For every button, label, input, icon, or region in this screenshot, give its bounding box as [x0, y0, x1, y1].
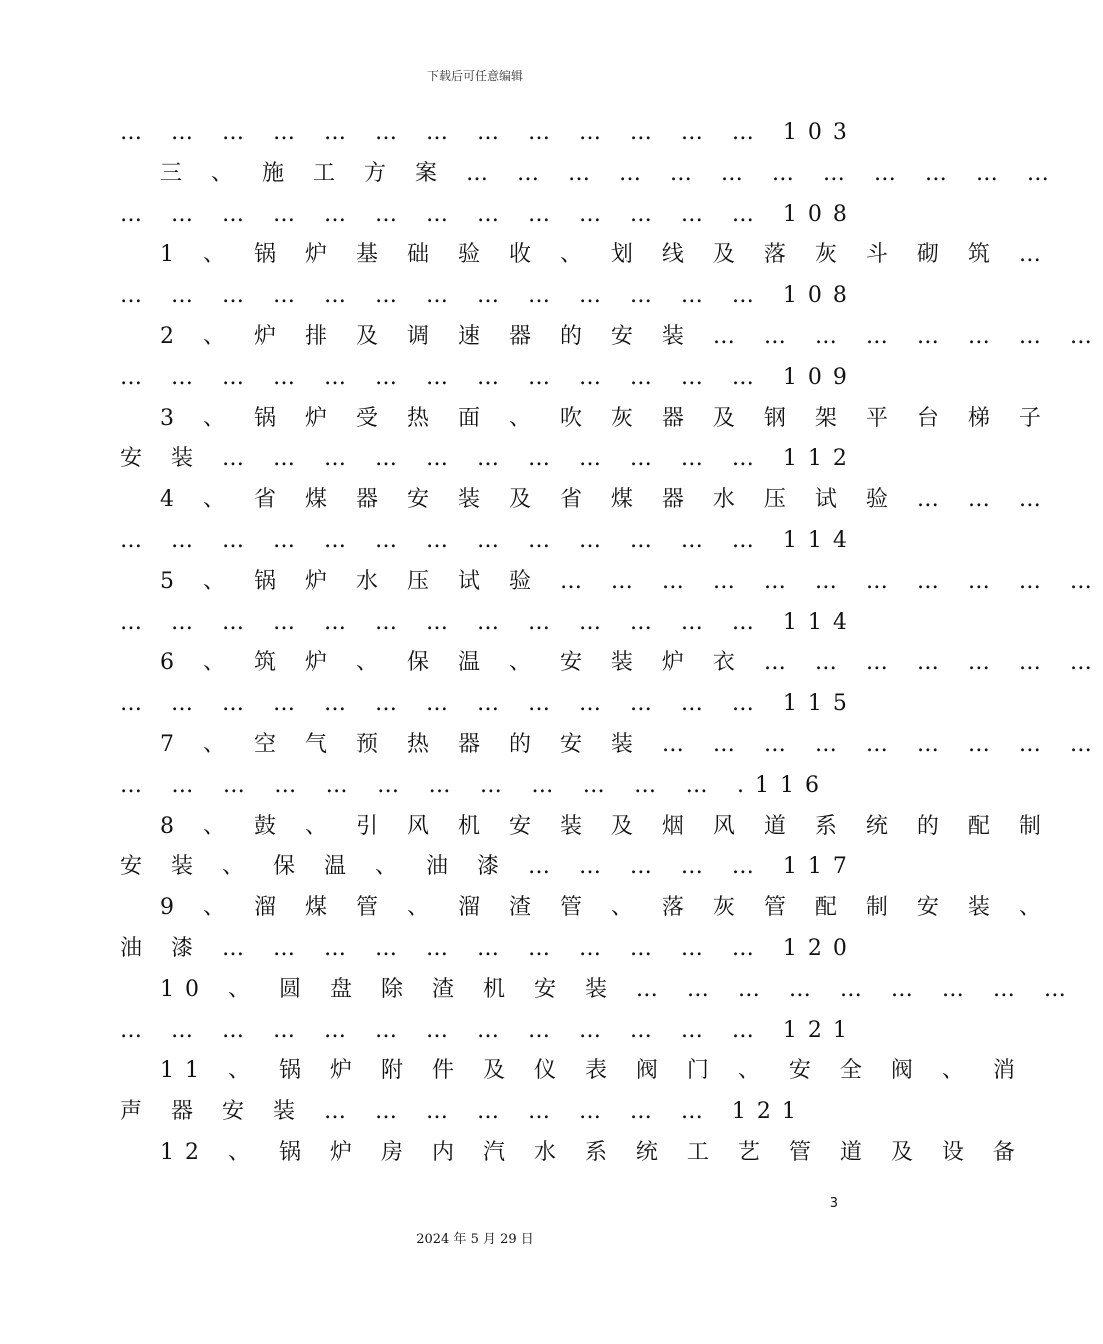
- toc-line: 9 、 溜 煤 管 、 溜 渣 管 、 落 灰 管 配 制 安 装 、: [160, 895, 1052, 921]
- toc-line: 5 、 锅 炉 水 压 试 验 … … … … … … … … … … …: [160, 568, 1103, 594]
- toc-line: 油 漆 … … … … … … … … … … … 120: [120, 935, 858, 961]
- toc-line: … … … … … … … … … … … … … 121: [120, 1017, 858, 1043]
- toc-line: … … … … … … … … … … … … … 103: [120, 120, 858, 145]
- toc-line: … … … … … … … … … … … … … 108: [120, 283, 858, 309]
- toc-line: 12 、 锅 炉 房 内 汽 水 系 统 工 艺 管 道 及 设 备: [160, 1139, 1026, 1165]
- toc-line: 10 、 圆 盘 除 渣 机 安 装 … … … … … … … … …: [160, 976, 1077, 1002]
- toc-line: … … … … … … … … … … … … … 114: [120, 609, 858, 635]
- toc-line: 安 装 … … … … … … … … … … … 112: [120, 446, 858, 472]
- toc-line: 三 、 施 工 方 案 … … … … … … … … … … … …: [160, 160, 1060, 186]
- toc-line: 安 装 、 保 温 、 油 漆 … … … … … 117: [120, 854, 858, 880]
- toc-line: 6 、 筑 炉 、 保 温 、 安 装 炉 衣 … … … … … … …: [160, 650, 1103, 676]
- toc-line: 7 、 空 气 预 热 器 的 安 装 … … … … … … … … …: [160, 731, 1103, 757]
- toc-line: … … … … … … … … … … … … … 108: [120, 201, 858, 227]
- page-number: 3: [829, 1196, 838, 1211]
- toc-line: 3 、 锅 炉 受 热 面 、 吹 灰 器 及 钢 架 平 台 梯 子: [160, 405, 1052, 431]
- toc-line: 2 、 炉 排 及 调 速 器 的 安 装 … … … … … … … …: [160, 323, 1103, 349]
- page-footer-date: 2024 年 5 月 29 日: [416, 1232, 534, 1247]
- toc-line: … … … … … … … … … … … … .116: [120, 772, 830, 798]
- toc-line: … … … … … … … … … … … … … 115: [120, 691, 858, 717]
- toc-line: … … … … … … … … … … … … … 114: [120, 527, 858, 553]
- toc-line: 11 、 锅 炉 附 件 及 仪 表 阀 门 、 安 全 阀 、 消: [160, 1058, 1026, 1084]
- toc-line: 8 、 鼓 、 引 风 机 安 装 及 烟 风 道 系 统 的 配 制: [160, 813, 1052, 839]
- table-of-contents: [120, 113, 1103, 1174]
- toc-line: 4 、 省 煤 器 安 装 及 省 煤 器 水 压 试 验 … … …: [160, 487, 1052, 513]
- toc-line: 1 、 锅 炉 基 础 验 收 、 划 线 及 落 灰 斗 砌 筑 …: [160, 242, 1052, 268]
- page-header: 下载后可任意编辑: [426, 69, 523, 83]
- toc-line: 声 器 安 装 … … … … … … … … 121: [120, 1099, 807, 1125]
- toc-line: … … … … … … … … … … … … … 109: [120, 364, 858, 390]
